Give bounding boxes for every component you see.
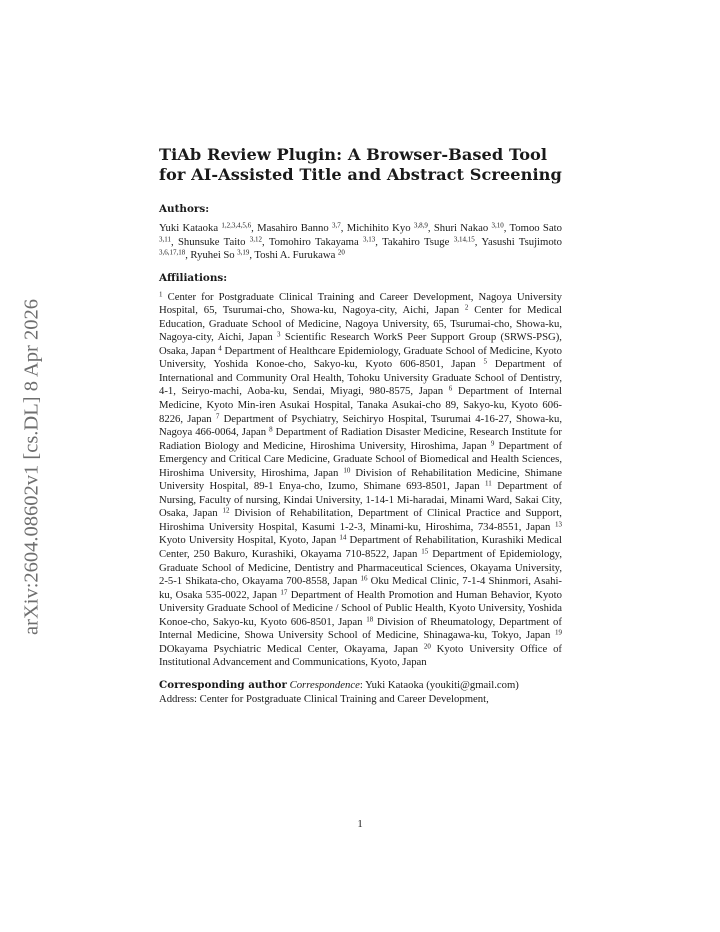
affiliation-text: Center for Postgraduate Clinical Training and Career Development, Nagoya University Hospital, 65, Tsurumai-cho, Showa-ku, Nagoya-city, Aichi, Japan	[159, 290, 562, 317]
affiliations-heading: Affiliations:	[159, 271, 228, 284]
affiliation-text: Department of International and Community Oral Health, Tohoku University Graduate School of Dentistry, 4-1, Seiryo-machi, Aoba-ku, Sendai, Miyagi, 980-8575, Japan	[159, 358, 562, 398]
affiliation-number: 11	[485, 479, 492, 488]
affiliation-text: Department of Emergency and Critical Care Medicine, Graduate School of Biomedical and Health Sciences, Hiroshima University, Hiroshima, Japan	[159, 439, 562, 479]
paper-title: TiAb Review Plugin: A Browser-Based Tool for AI-Assisted Title and Abstract Screening	[159, 145, 562, 184]
author-affiliation-marker: 3,12	[249, 235, 263, 244]
affiliation-text: Division of Rheumatology, Department of Internal Medicine, Showa University School of Medicine, Shinagawa-ku, Tokyo, Japan	[159, 615, 562, 642]
affiliation-text: Department of Internal Medicine, Kyoto Min-iren Asukai Hospital, Tanaka Asukai-cho 89, Sakyo-ku, Kyoto 606-8226, Japan	[159, 385, 562, 425]
affiliation-number: 2	[464, 303, 469, 312]
arxiv-sidebar	[8, 264, 56, 670]
affiliation-number: 18	[366, 615, 374, 624]
affiliation-text: Department of Health Promotion and Human Behavior, Kyoto University Graduate School of Medicine / School of Public Health, Kyoto University, Yoshida Konoe-cho, Sakyo-ku, Kyoto 606-8501, Japan	[159, 588, 562, 628]
affiliation-text: Department of Rehabilitation, Kurashiki Medical Center, 250 Bakuro, Kurashiki, Okayama 710-8522, Japan	[159, 534, 562, 561]
affiliation-number: 19	[555, 628, 562, 637]
affiliation-text: Department of Radiation Disaster Medicine, Research Institute for Radiation Biology and Medicine, Hiroshima University, Hiroshima, Japan	[159, 426, 562, 452]
affiliation-text: Department of Psychiatry, Seichiryo Hospital, Tsurumai 4-16-27, Showa-ku, Nagoya 466-0064, Japan	[159, 412, 562, 439]
affiliation-text: Division of Rehabilitation Medicine, Shimane University Hospital, 89-1 Enya-cho, Izumo, Shimane 693-8501, Japan	[159, 466, 562, 493]
affiliation-number: 16	[360, 574, 368, 583]
affiliation-number: 1	[159, 290, 163, 299]
author-affiliation-marker: 3,19	[237, 248, 250, 257]
affiliation-number: 12	[222, 506, 230, 515]
author-name: Yuki Kataoka	[159, 222, 219, 234]
author-name: Shuri Nakao	[433, 222, 489, 234]
author-name: Ryuhei So	[190, 249, 235, 262]
affiliation-number: 9	[490, 439, 495, 448]
corresponding-author-label: Corresponding author	[159, 678, 287, 691]
affiliation-list	[159, 291, 562, 670]
affiliation-text: Division of Rehabilitation, Department of Clinical Practice and Support, Hiroshima University Hospital, Kasumi 1-2-3, Minami-ku, Hiroshima, 734-8551, Japan	[159, 507, 562, 533]
corresponding-author-line	[159, 679, 562, 693]
corresponding-address: Address: Center for Postgraduate Clinical Training and Career Development,	[159, 692, 489, 705]
author-affiliation-marker: 3,8,9	[413, 221, 428, 230]
arxiv-identifier: arXiv:2604.08602v1 [cs.DL] 8 Apr 2026	[20, 299, 43, 635]
affiliation-text: Scientific Research WorkS Peer Support Group (SRWS-PSG), Osaka, Japan	[159, 331, 562, 357]
affiliation-text: Department of Epidemiology, Graduate School of Medicine, Dentistry and Pharmaceutical Sciences, Okayama University, 2-5-1 Shikata-cho, Okayama 700-8558, Japan	[159, 548, 562, 588]
author-name: Toshi A. Furukawa	[254, 249, 336, 262]
affiliation-number: 15	[421, 547, 429, 556]
author-affiliation-marker: 3,6,17,18	[159, 248, 186, 257]
author-affiliation-marker: 3,11	[159, 235, 171, 244]
affiliation-number: 13	[555, 520, 562, 529]
affiliation-number: 8	[269, 425, 273, 434]
author-name: Tomoo Sato	[509, 222, 562, 234]
author-affiliation-marker: 20	[337, 248, 345, 257]
affiliation-text: Oku Medical Clinic, 7-1-4 Shinmori, Asahi-ku, Osaka 535-0022, Japan	[159, 575, 562, 601]
affiliation-number: 6	[448, 384, 453, 393]
author-name: Yasushi Tsujimoto	[481, 235, 562, 248]
author-affiliation-marker: 3,13	[363, 235, 376, 244]
authors-heading: Authors:	[159, 203, 210, 215]
author-affiliation-marker: 3,14,15	[453, 235, 475, 244]
author-name: Tomohiro Takayama	[268, 235, 359, 248]
affiliation-number: 4	[218, 344, 222, 353]
author-affiliation-marker: 3,7	[331, 221, 341, 230]
affiliation-number: 14	[339, 533, 347, 542]
affiliation-text: Kyoto University Office of Institutional Advancement and Communications, Kyoto, Japan	[159, 642, 562, 669]
correspondence-label: Correspondence	[289, 678, 360, 691]
author-name: Shunsuke Taito	[177, 235, 246, 248]
paper-front-matter	[159, 145, 562, 706]
correspondence-text: : Yuki Kataoka (youkiti@gmail.com)	[359, 678, 519, 691]
author-name: Masahiro Banno	[257, 222, 329, 234]
affiliation-text: Department of Nursing, Faculty of nursing, Kindai University, 1-14-1 Mi-haradai, Minami Ward, Sakai City, Osaka, Japan	[159, 480, 562, 520]
author-list: Yuki Kataoka $^{1,2,3,4,5,6}$, Masahiro Banno $^{3,7}$, Michihito Kyo $^{3,8,9}$, Shuri Nakao $^{3,10}$, Tomoo Sato $^{3,11}$, Shunsuke Taito $^{3,12}$, Tomohiro Takayama $^{3,13}$, Takahiro Tsuge $^{3,14,15}$, Yasushi Tsujimoto $^{3,6,17,18}$, Ryuhei So $^{3,19}$, Toshi A. Furukawa $^{20}$	[159, 221, 562, 262]
affiliation-text: DOkayama Psychiatric Medical Center, Okayama, Japan	[159, 642, 418, 655]
page-number: 1	[357, 818, 363, 830]
affiliation-number: 17	[280, 588, 288, 597]
author-affiliation-marker: 3,10	[491, 221, 504, 230]
author-name: Takahiro Tsuge	[382, 235, 450, 248]
affiliation-number: 7	[215, 412, 220, 421]
author-name: Michihito Kyo	[346, 222, 411, 234]
affiliation-text: Center for Medical Education, Graduate School of Medicine, Nagoya University, 65, Tsurumai-cho, Showa-ku, Nagoya-city, Aichi, Japan	[159, 304, 562, 344]
affiliation-number: 10	[343, 466, 351, 475]
author-affiliation-marker: 1,2,3,4,5,6	[221, 221, 252, 230]
affiliation-text: Kyoto University Hospital, Kyoto, Japan	[159, 534, 337, 547]
affiliation-text: Department of Healthcare Epidemiology, Graduate School of Medicine, Kyoto University, Yoshida Konoe-cho, Sakyo-ku, Kyoto 606-8501, Japan	[159, 344, 562, 371]
affiliation-number: 20	[423, 642, 431, 651]
affiliation-number: 3	[277, 330, 281, 339]
affiliation-number: 5	[483, 357, 487, 366]
